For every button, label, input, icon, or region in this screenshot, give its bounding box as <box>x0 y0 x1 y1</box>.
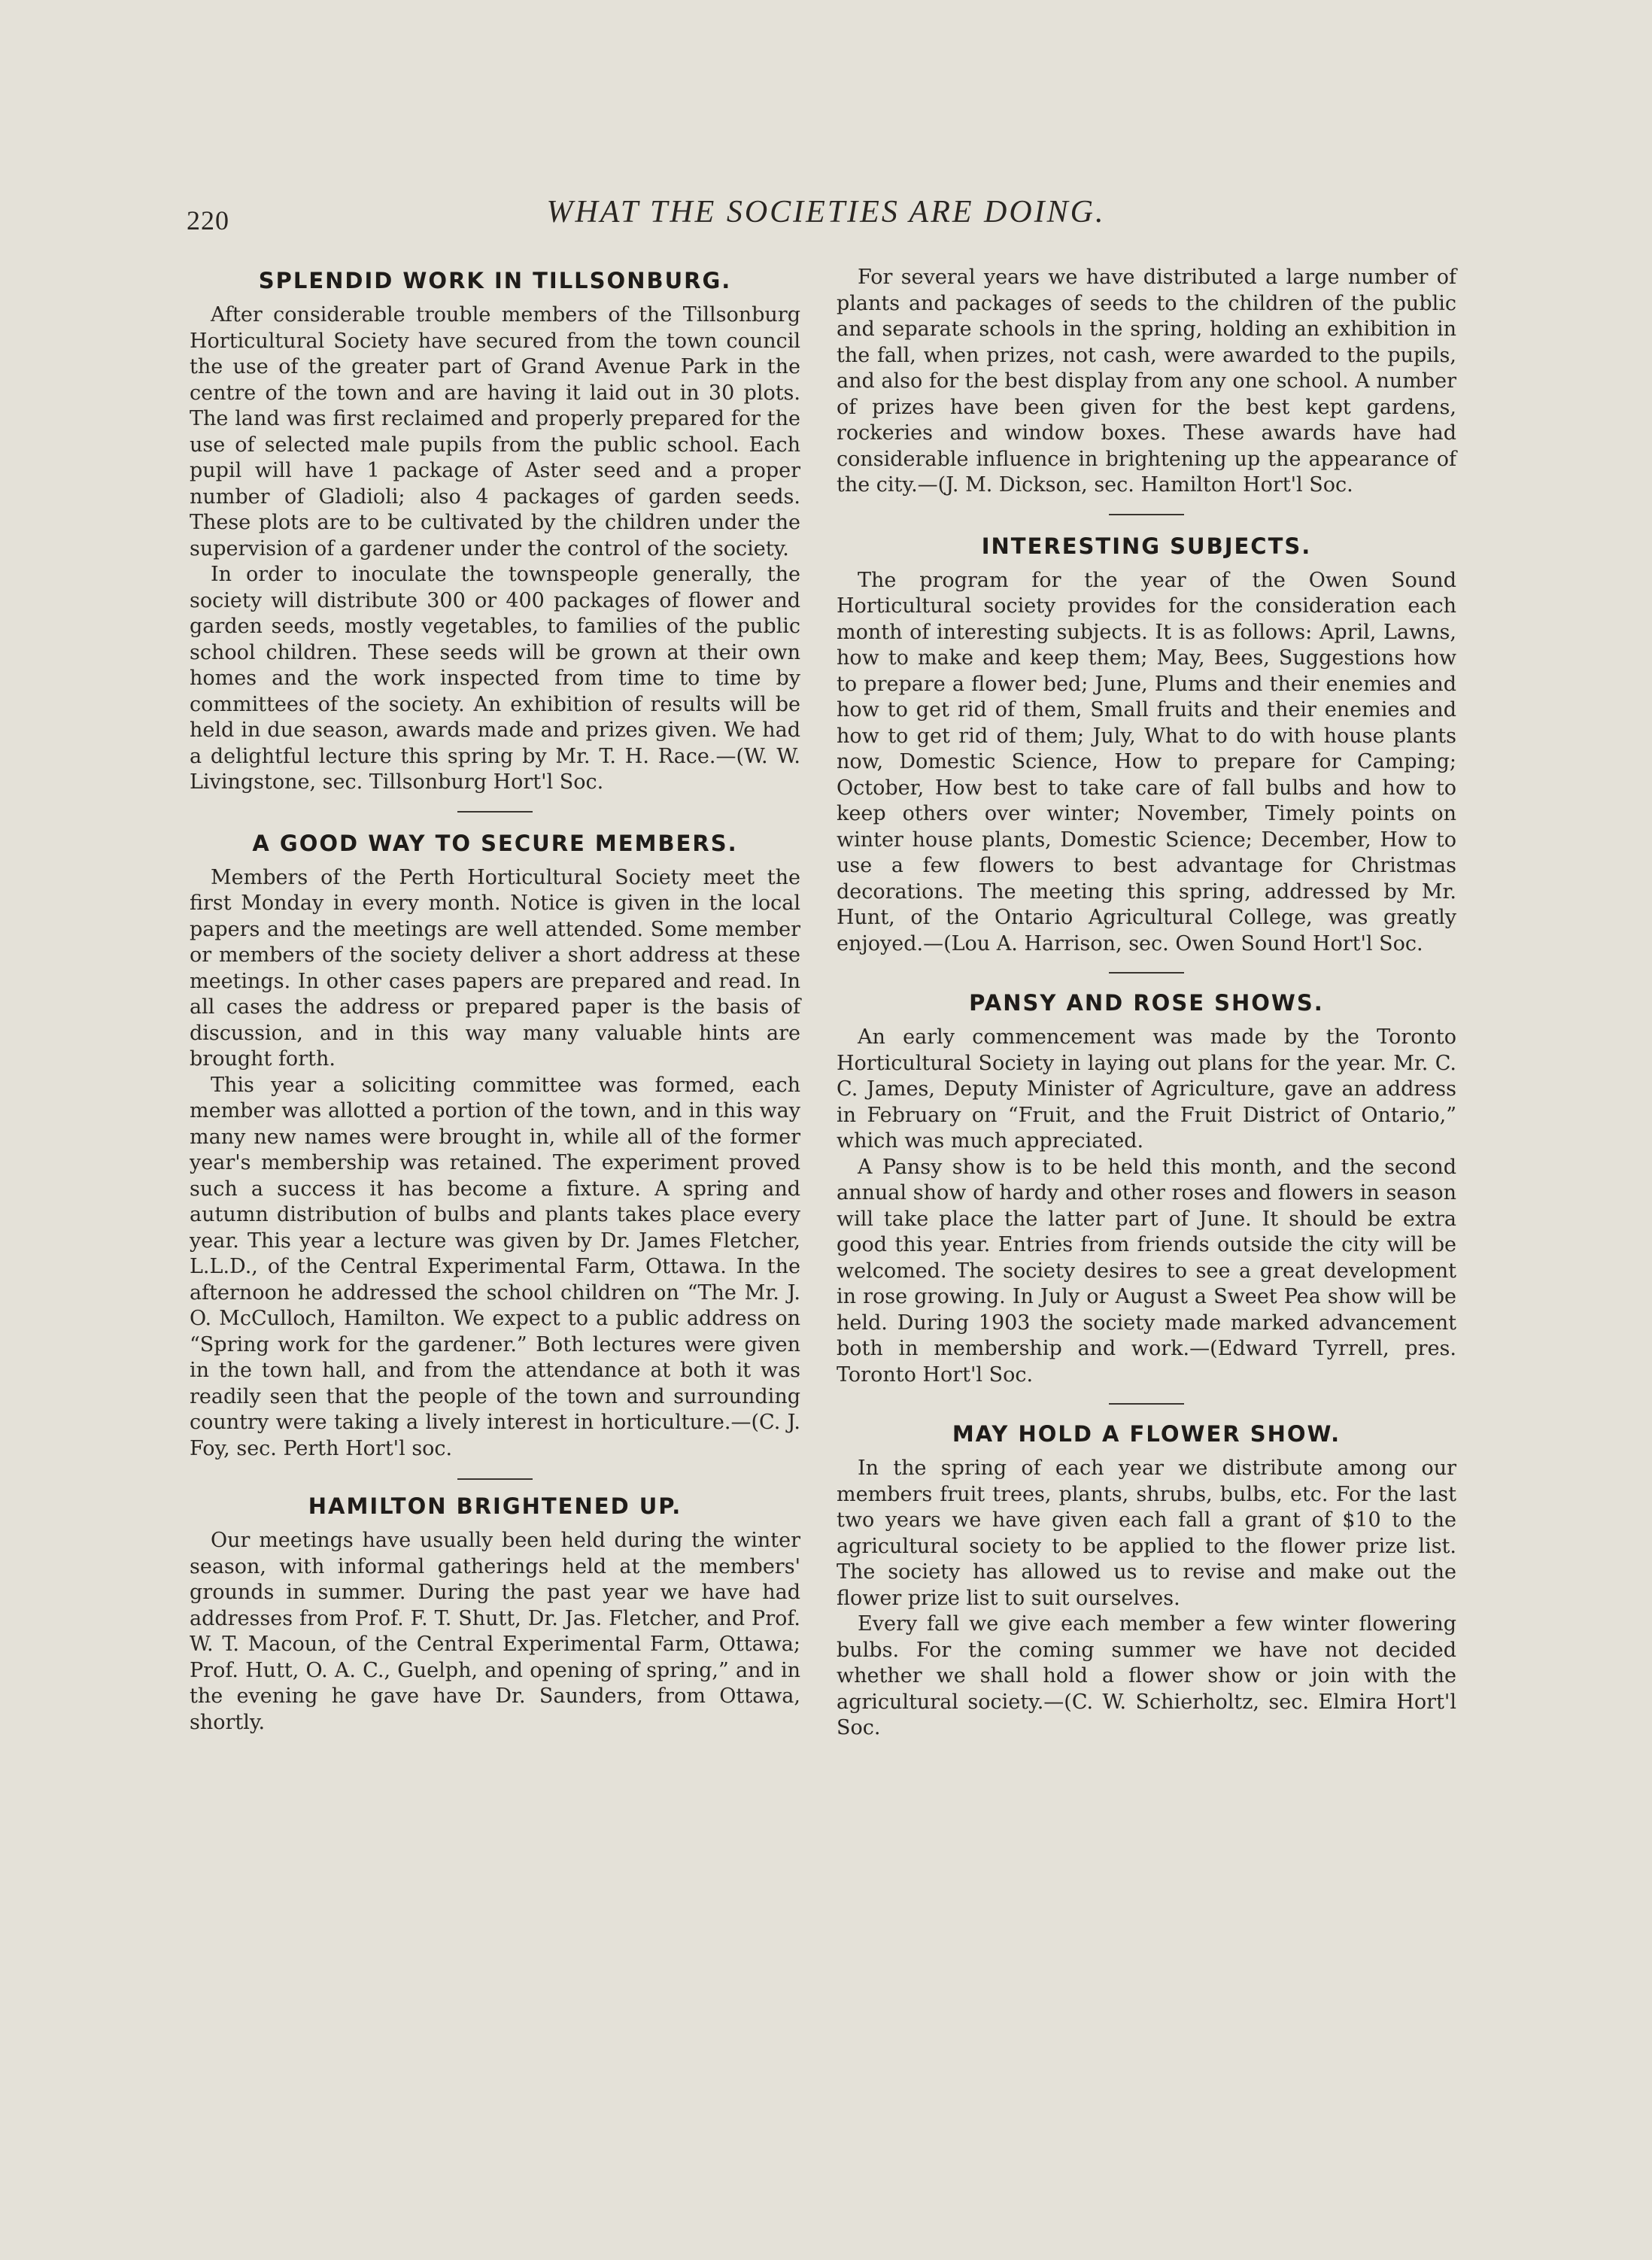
paragraph: The program for the year of the Owen Sound Horticultural society provides for the consideration each month of interesting subjects. It is as follows: April, Lawns, how to make and keep them; May, Bees, Suggestions how to prepare a flower bed; June, Plums and their enemies and how to get rid of them, Small fruits and their enemies and how to get rid of them; July, What to do with house plants now, Domestic Science, How to prepare for Camping; October, How best to take care of fall bulbs and how to keep others over winter; November, Timely points on winter house plants, Domestic Science; December, How to use a few flowers to best advantage for Christmas decorations. The meeting this spring, addressed by Mr. Hunt, of the Ontario Agricultural College, was greatly enjoyed.—(Lou A. Harrison, sec. Owen Sound Hort'l Soc. <box>837 568 1456 955</box>
right-column <box>837 265 1456 1742</box>
article-title-toronto: PANSY AND ROSE SHOWS. <box>969 990 1324 1016</box>
paragraph: This year a soliciting committee was formed, each member was allotted a portion of the town, and in this way many new names were brought in, while all of the former year's membership was retained. The experiment proved such a success it has become a fixture. A spring and autumn distribution of bulbs and plants takes place every year. This year a lecture was given by Dr. James Fletcher, L.L.D., of the Central Experimental Farm, Ottawa. In the afternoon he addressed the school children on “The Mr. J. O. McCulloch, Hamilton. We expect to a public address on “Spring work for the gardener.” Both lectures were given in the town hall, and from the attendance at both it was readily seen that the people of the town and surrounding country were taking a lively interest in horticulture.—(C. J. Foy, sec. Perth Hort'l soc. <box>190 1073 800 1460</box>
section-divider <box>457 811 533 813</box>
page-number: 220 <box>187 205 229 235</box>
paragraph: An early commencement was made by the Toronto Horticultural Society in laying out plans for the year. Mr. C. C. James, Deputy Minister of Agriculture, gave an address in February on “Fruit, and the Fruit District of Ontario,” which was much appreciated. <box>837 1025 1456 1153</box>
section-divider <box>1109 972 1184 974</box>
article-title-elmira: MAY HOLD A FLOWER SHOW. <box>952 1421 1341 1447</box>
paragraph: After considerable trouble members of the Tillsonburg Horticultural Society have secured from the town council the use of the greater part of Grand Avenue Park in the centre of the town and are having it laid out in 30 plots. The land was first reclaimed and properly prepared for the use of selected male pupils from the public school. Each pupil will have 1 package of Aster seed and a proper number of Gladioli; also 4 packages of garden seeds. These plots are to be cultivated by the children under the supervision of a gardener under the control of the society. <box>190 303 800 560</box>
article-title-perth: A GOOD WAY TO SECURE MEMBERS. <box>252 830 738 856</box>
running-title: WHAT THE SOCIETIES ARE DOING. <box>546 195 1106 229</box>
article-title-tillsonburg: SPLENDID WORK IN TILLSONBURG. <box>258 268 732 293</box>
paragraph: In the spring of each year we distribute among our members fruit trees, plants, shrubs, bulbs, etc. For the last two years we have given each fall a grant of $10 to the agricultural society to be applied to the flower prize list. The society has allowed us to revise and make out the flower prize list to suit ourselves. <box>837 1457 1456 1610</box>
paragraph: Our meetings have usually been held during the winter season, with informal gatherings held at the members' grounds in summer. During the past year we have had addresses from Prof. F. T. Shutt, Dr. Jas. Fletcher, and Prof. W. T. Macoun, of the Central Experimental Farm, Ottawa; Prof. Hutt, O. A. C., Guelph, and opening of spring,” and in the evening he gave have Dr. Saunders, from Ottawa, shortly. <box>190 1529 800 1734</box>
paragraph: Members of the Perth Horticultural Society meet the first Monday in every month. Notice is given in the local papers and the meetings are well attended. Some member or members of the society deliver a short address at these meetings. In other cases papers are prepared and read. In all cases the address or prepared paper is the basis of discussion, and in this way many valuable hints are brought forth. <box>190 865 800 1071</box>
paragraph: Every fall we give each member a few winter flowering bulbs. For the coming summer we have not decided whether we shall hold a flower show or join with the agricultural society.—(C. W. Schierholtz, sec. Elmira Hort'l Soc. <box>837 1612 1456 1739</box>
section-divider <box>457 1478 533 1480</box>
paragraph: A Pansy show is to be held this month, and the second annual show of hardy and other roses and flowers in season will take place the latter part of June. It should be extra good this year. Entries from friends outside the city will be welcomed. The society desires to see a great development in rose growing. In July or August a Sweet Pea show will be held. During 1903 the society made marked advancement both in membership and work.—(Edward Tyrrell, pres. Toronto Hort'l Soc. <box>837 1155 1456 1387</box>
section-divider <box>1109 1403 1184 1405</box>
left-column <box>190 265 800 1736</box>
section-divider <box>1109 514 1184 515</box>
paragraph: In order to inoculate the townspeople generally, the society will distribute 300 or 400 packages of flower and garden seeds, mostly vegetables, to families of the public school children. These seeds will be grown at their own homes and the work inspected from time to time by committees of the society. An exhibition of results will be held in due season, awards made and prizes given. We had a delightful lecture this spring by Mr. T. H. Race.—(W. W. Livingstone, sec. Tillsonburg Hort'l Soc. <box>190 563 800 794</box>
article-title-hamilton: HAMILTON BRIGHTENED UP. <box>308 1493 682 1519</box>
paragraph: For several years we have distributed a large number of plants and packages of seeds to the children of the public and separate schools in the spring, holding an exhibition in the fall, when prizes, not cash, were awarded to the pupils, and also for the best display from any one school. A number of prizes have been given for the best kept gardens, rockeries and window boxes. These awards have had considerable influence in brightening up the appearance of the city.—(J. M. Dickson, sec. Hamilton Hort'l Soc. <box>837 266 1456 497</box>
article-title-owen-sound: INTERESTING SUBJECTS. <box>981 533 1312 559</box>
